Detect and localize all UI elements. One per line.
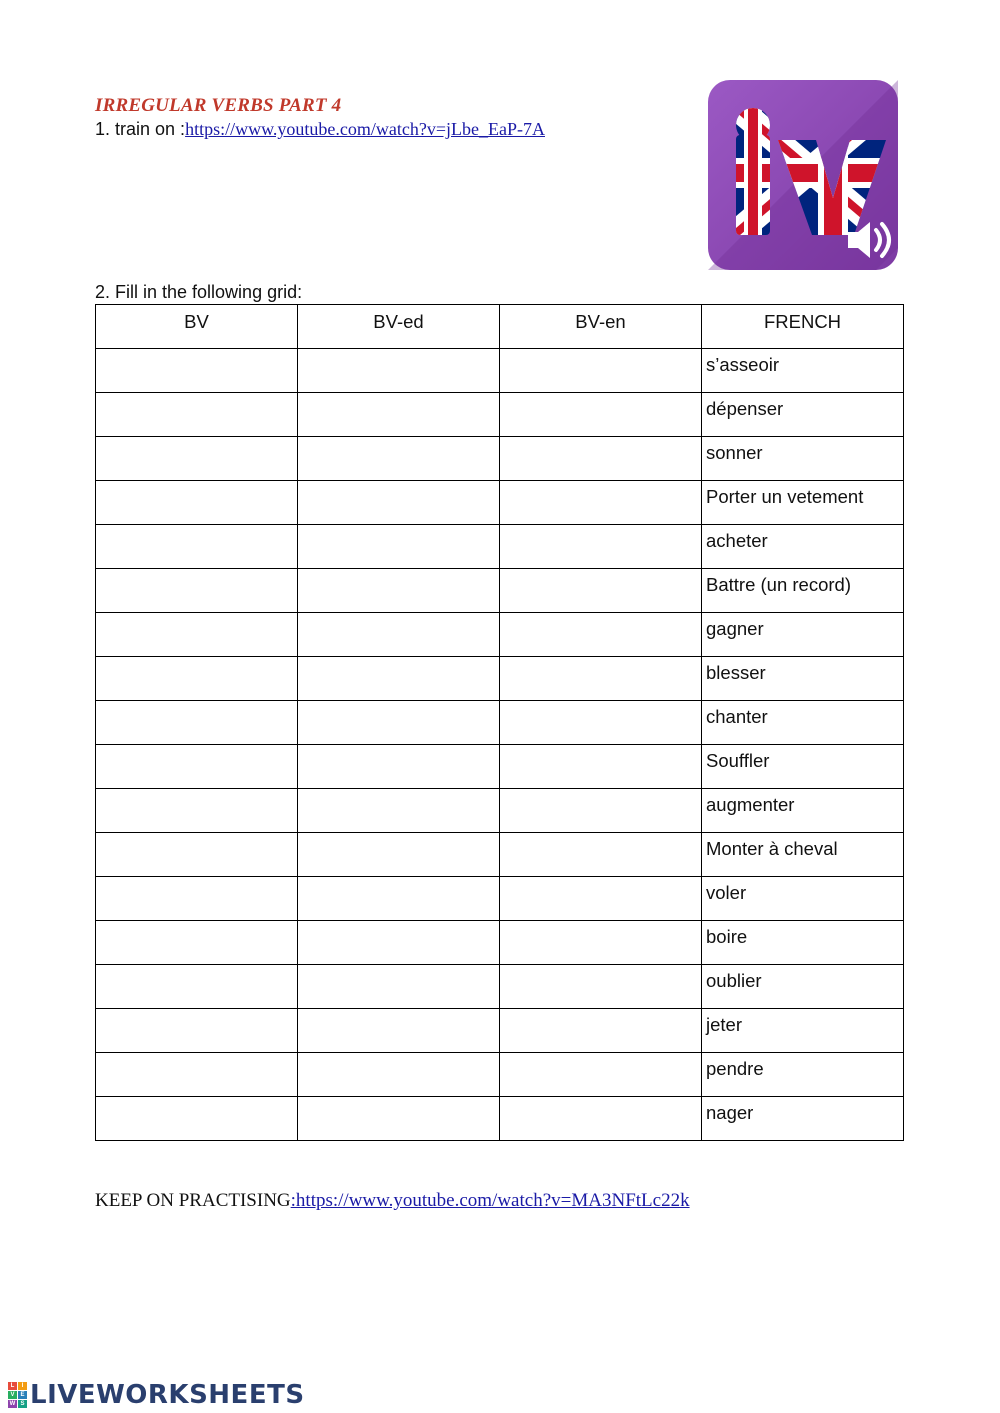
answer-cell-bv[interactable] bbox=[96, 877, 298, 921]
table-row bbox=[96, 437, 904, 481]
answer-cell-bv-ed[interactable] bbox=[298, 1097, 500, 1141]
answer-cell-bv[interactable] bbox=[96, 745, 298, 789]
worksheet-title: IRREGULAR VERBS PART 4 bbox=[95, 95, 342, 116]
brand-tile: W bbox=[9, 1401, 16, 1407]
answer-cell-bv-ed[interactable] bbox=[298, 613, 500, 657]
answer-cell-bv[interactable] bbox=[96, 1053, 298, 1097]
answer-cell-bv[interactable] bbox=[96, 701, 298, 745]
step2-instruction: 2. Fill in the following grid: bbox=[95, 282, 303, 302]
table-row bbox=[96, 965, 904, 1009]
answer-cell-bv-en[interactable] bbox=[500, 657, 702, 701]
grid-header-row bbox=[96, 305, 904, 349]
col-header-french: FRENCH bbox=[702, 305, 904, 349]
french-cell: chanter bbox=[702, 701, 904, 745]
verbs-grid bbox=[95, 304, 904, 1141]
french-cell: oublier bbox=[702, 965, 904, 1009]
table-row bbox=[96, 349, 904, 393]
answer-cell-bv-en[interactable] bbox=[500, 569, 702, 613]
brand-tile: V bbox=[8, 1391, 17, 1399]
french-cell: blesser bbox=[702, 657, 904, 701]
answer-cell-bv[interactable] bbox=[96, 613, 298, 657]
table-row bbox=[96, 921, 904, 965]
answer-cell-bv[interactable] bbox=[96, 393, 298, 437]
answer-cell-bv[interactable] bbox=[96, 1009, 298, 1053]
answer-cell-bv[interactable] bbox=[96, 657, 298, 701]
answer-cell-bv-ed[interactable] bbox=[298, 657, 500, 701]
answer-cell-bv-ed[interactable] bbox=[298, 877, 500, 921]
irregular-verbs-logo bbox=[708, 80, 898, 270]
answer-cell-bv-ed[interactable] bbox=[298, 349, 500, 393]
answer-cell-bv[interactable] bbox=[96, 789, 298, 833]
step1-prefix: 1. train on : bbox=[95, 119, 186, 139]
table-row bbox=[96, 1053, 904, 1097]
answer-cell-bv-en[interactable] bbox=[500, 789, 702, 833]
answer-cell-bv-en[interactable] bbox=[500, 613, 702, 657]
brand-tile: S bbox=[18, 1400, 27, 1408]
french-cell: Porter un vetement bbox=[702, 481, 904, 525]
answer-cell-bv-en[interactable] bbox=[500, 877, 702, 921]
table-row bbox=[96, 833, 904, 877]
french-cell: gagner bbox=[702, 613, 904, 657]
col-header-bv-ed: BV-ed bbox=[298, 305, 500, 349]
answer-cell-bv-ed[interactable] bbox=[298, 393, 500, 437]
french-cell: dépenser bbox=[702, 393, 904, 437]
answer-cell-bv-en[interactable] bbox=[500, 1097, 702, 1141]
step1-line bbox=[95, 119, 545, 140]
answer-cell-bv-en[interactable] bbox=[500, 481, 702, 525]
answer-cell-bv[interactable] bbox=[96, 569, 298, 613]
answer-cell-bv-ed[interactable] bbox=[298, 525, 500, 569]
train-video-link[interactable]: https://www.youtube.com/watch?v=jLbe_EaP-7A bbox=[185, 119, 545, 139]
answer-cell-bv-ed[interactable] bbox=[298, 789, 500, 833]
answer-cell-bv-ed[interactable] bbox=[298, 569, 500, 613]
table-row bbox=[96, 701, 904, 745]
table-row bbox=[96, 525, 904, 569]
french-cell: sonner bbox=[702, 437, 904, 481]
col-header-bv: BV bbox=[96, 305, 298, 349]
answer-cell-bv-en[interactable] bbox=[500, 1053, 702, 1097]
brand-tile: L bbox=[8, 1382, 17, 1390]
table-row bbox=[96, 393, 904, 437]
table-row bbox=[96, 569, 904, 613]
answer-cell-bv[interactable] bbox=[96, 437, 298, 481]
french-cell: augmenter bbox=[702, 789, 904, 833]
answer-cell-bv-en[interactable] bbox=[500, 965, 702, 1009]
answer-cell-bv[interactable] bbox=[96, 1097, 298, 1141]
french-cell: Souffler bbox=[702, 745, 904, 789]
answer-cell-bv[interactable] bbox=[96, 833, 298, 877]
liveworksheets-brand[interactable] bbox=[8, 1380, 305, 1410]
french-cell: pendre bbox=[702, 1053, 904, 1097]
answer-cell-bv-ed[interactable] bbox=[298, 833, 500, 877]
brand-logo-icon bbox=[8, 1382, 27, 1408]
answer-cell-bv[interactable] bbox=[96, 921, 298, 965]
answer-cell-bv[interactable] bbox=[96, 965, 298, 1009]
grid-body bbox=[96, 349, 904, 1141]
table-row bbox=[96, 657, 904, 701]
answer-cell-bv-en[interactable] bbox=[500, 437, 702, 481]
table-row bbox=[96, 481, 904, 525]
table-row bbox=[96, 877, 904, 921]
brand-tile: E bbox=[18, 1391, 27, 1399]
table-row bbox=[96, 1009, 904, 1053]
answer-cell-bv-en[interactable] bbox=[500, 349, 702, 393]
answer-cell-bv-ed[interactable] bbox=[298, 437, 500, 481]
answer-cell-bv-ed[interactable] bbox=[298, 921, 500, 965]
table-row bbox=[96, 789, 904, 833]
french-cell: voler bbox=[702, 877, 904, 921]
col-header-bv-en: BV-en bbox=[500, 305, 702, 349]
answer-cell-bv-en[interactable] bbox=[500, 921, 702, 965]
answer-cell-bv[interactable] bbox=[96, 349, 298, 393]
answer-cell-bv-ed[interactable] bbox=[298, 745, 500, 789]
answer-cell-bv-ed[interactable] bbox=[298, 1009, 500, 1053]
table-row bbox=[96, 1097, 904, 1141]
french-cell: nager bbox=[702, 1097, 904, 1141]
answer-cell-bv[interactable] bbox=[96, 525, 298, 569]
french-cell: s’asseoir bbox=[702, 349, 904, 393]
answer-cell-bv-en[interactable] bbox=[500, 833, 702, 877]
practice-label: KEEP ON PRACTISING bbox=[95, 1190, 291, 1211]
answer-cell-bv-en[interactable] bbox=[500, 1009, 702, 1053]
answer-cell-bv-ed[interactable] bbox=[298, 1053, 500, 1097]
answer-cell-bv-en[interactable] bbox=[500, 701, 702, 745]
answer-cell-bv-en[interactable] bbox=[500, 745, 702, 789]
practice-video-link[interactable]: :https://www.youtube.com/watch?v=MA3NFtLc22k bbox=[290, 1190, 690, 1211]
answer-cell-bv-en[interactable] bbox=[500, 393, 702, 437]
answer-cell-bv-en[interactable] bbox=[500, 525, 702, 569]
answer-cell-bv-ed[interactable] bbox=[298, 965, 500, 1009]
brand-tile: I bbox=[18, 1382, 27, 1390]
answer-cell-bv-ed[interactable] bbox=[298, 701, 500, 745]
brand-name: LIVEWORKSHEETS bbox=[30, 1380, 305, 1410]
answer-cell-bv-ed[interactable] bbox=[298, 481, 500, 525]
french-cell: jeter bbox=[702, 1009, 904, 1053]
french-cell: boire bbox=[702, 921, 904, 965]
french-cell: acheter bbox=[702, 525, 904, 569]
french-cell: Monter à cheval bbox=[702, 833, 904, 877]
practice-line bbox=[95, 1190, 690, 1212]
answer-cell-bv[interactable] bbox=[96, 481, 298, 525]
french-cell: Battre (un record) bbox=[702, 569, 904, 613]
table-row bbox=[96, 745, 904, 789]
table-row bbox=[96, 613, 904, 657]
